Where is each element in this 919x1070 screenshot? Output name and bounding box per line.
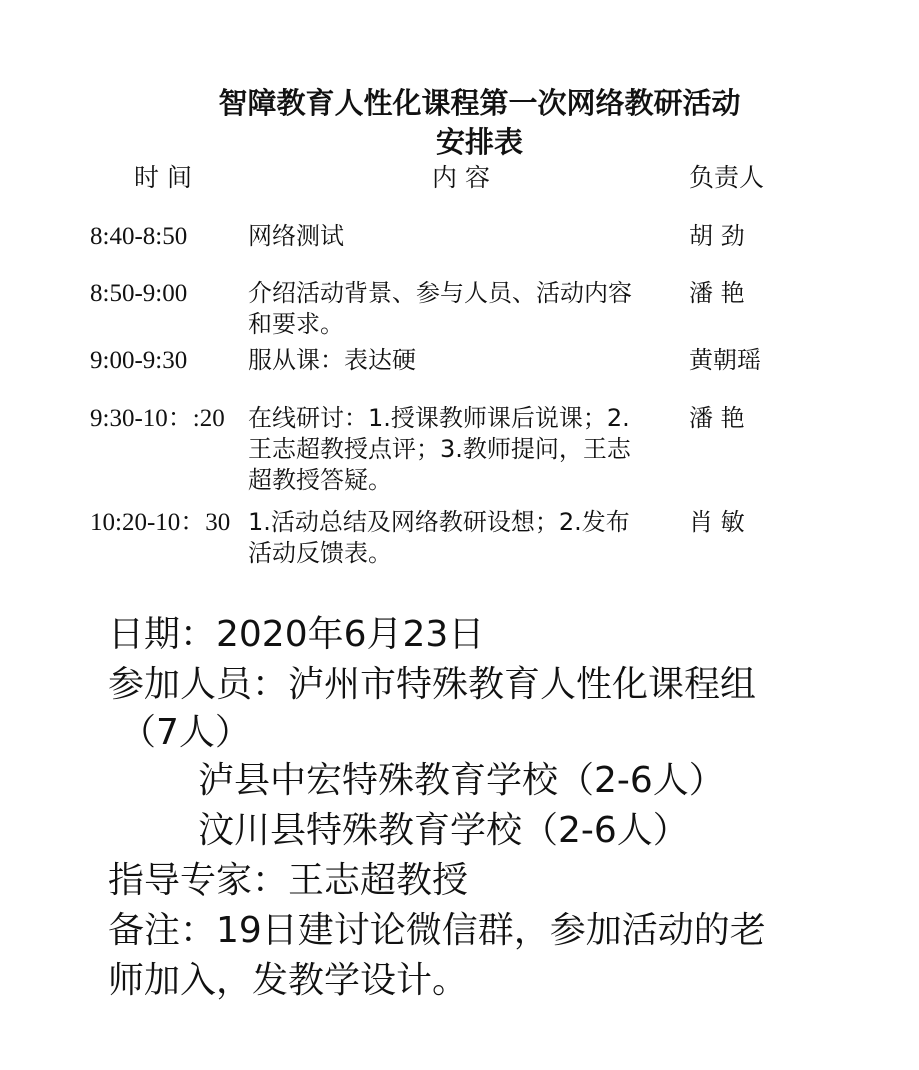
document-title: 智障教育人性化课程第一次网络教研活动 (218, 86, 741, 120)
row-content-line: 活动反馈表。 (248, 539, 392, 567)
row-content (248, 278, 688, 340)
note-line: 备注：19日建讨论微信群，参加活动的老 (108, 910, 766, 951)
column-header-person: 负责人 (689, 163, 765, 192)
row-time: 8:40-8:50 (90, 223, 188, 250)
row-content-line: 和要求。 (248, 310, 344, 338)
row-content-line: 在线研讨：1.授课教师课后说课；2. (248, 404, 630, 432)
participants-school-1: 泸县中宏特殊教育学校（2-6人） (198, 760, 725, 801)
row-content (248, 345, 688, 376)
row-content-line: 超教授答疑。 (248, 466, 392, 494)
row-content (248, 403, 688, 496)
column-header-time: 时 间 (134, 163, 192, 192)
expert-line: 指导专家：王志超教授 (108, 860, 469, 901)
participants-count: （7人） (120, 712, 251, 753)
row-person: 胡 劲 (689, 222, 745, 250)
row-person: 潘 艳 (689, 404, 745, 432)
row-content (248, 507, 688, 569)
row-content-line: 1.活动总结及网络教研设想；2.发布 (248, 508, 630, 536)
row-time: 9:30-10：:20 (90, 405, 225, 432)
participants-school-2: 汶川县特殊教育学校（2-6人） (198, 810, 689, 851)
column-header-content: 内 容 (432, 163, 490, 192)
row-person: 潘 艳 (689, 279, 745, 307)
row-time: 8:50-9:00 (90, 280, 188, 307)
date-line: 日期：2020年6月23日 (108, 614, 485, 655)
row-person: 黄朝瑶 (689, 346, 761, 374)
row-content-line: 网络测试 (248, 222, 344, 250)
row-content (248, 221, 688, 252)
note-line-2: 师加入，发教学设计。 (108, 960, 469, 1001)
row-content-line: 服从课：表达硬 (248, 346, 416, 374)
document-subtitle: 安排表 (435, 125, 523, 159)
row-content-line: 王志超教授点评；3.教师提问，王志 (248, 435, 631, 463)
row-content-line: 介绍活动背景、参与人员、活动内容 (248, 279, 632, 307)
participants-line: 参加人员：泸州市特殊教育人性化课程组 (108, 664, 757, 705)
row-person: 肖 敏 (689, 508, 745, 536)
row-time: 10:20-10：30 (90, 509, 231, 536)
row-time: 9:00-9:30 (90, 347, 188, 374)
